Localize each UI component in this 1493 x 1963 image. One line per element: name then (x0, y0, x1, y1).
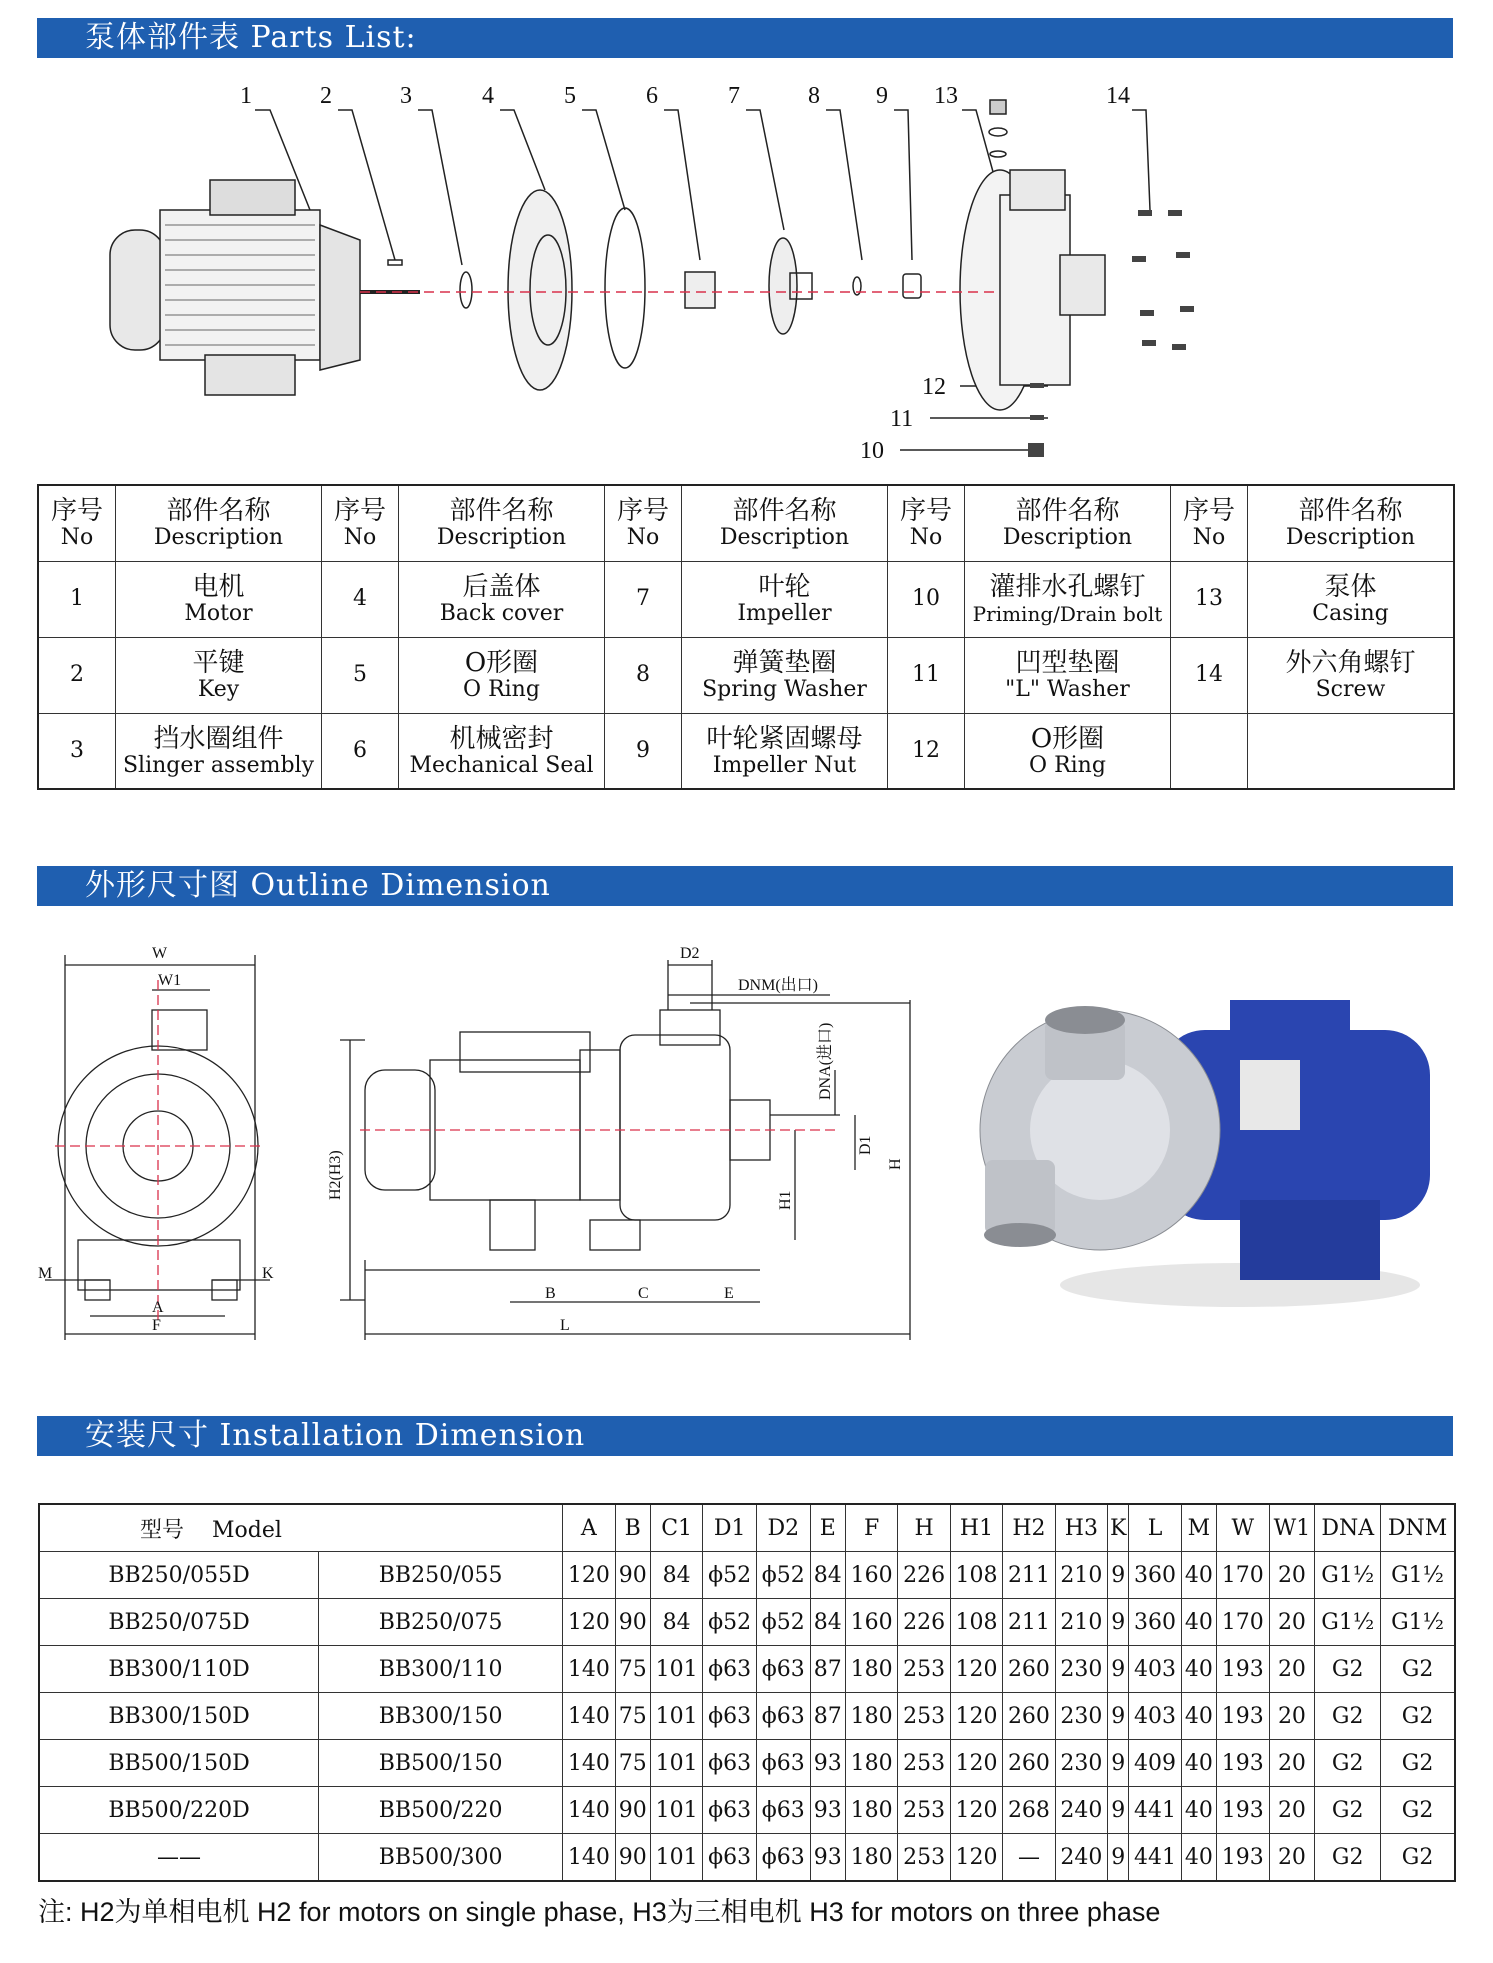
callout-14: 14 (1106, 83, 1130, 109)
table-row: BB500/220D BB500/220 140 90 101 ϕ63 ϕ63 93 180 253 120 268 240 9 441 40 193 20 G2 G2 (39, 1787, 1455, 1834)
label-F: F (152, 1317, 161, 1334)
parts-row: 2 平键 Key 5 O形圈 O Ring 8 弹簧垫圈 Spring Washer 11 凹型垫圈 "L" Washer 14 外六角螺钉 Screw (38, 637, 1454, 713)
callout-9: 9 (876, 83, 888, 109)
outline-dimension-drawings (0, 940, 1493, 1360)
callout-4: 4 (482, 83, 494, 109)
callout-12: 12 (922, 374, 946, 400)
label-L: L (560, 1317, 570, 1334)
installation-dimension-table (38, 1503, 1456, 1882)
callout-10: 10 (860, 438, 884, 464)
callout-3: 3 (400, 83, 412, 109)
label-H1: H1 (777, 1190, 794, 1210)
label-D2: D2 (680, 945, 700, 962)
label-W1: W1 (158, 972, 182, 989)
table-row: BB250/075D BB250/075 120 90 84 ϕ52 ϕ52 84 160 226 108 211 210 9 360 40 170 20 G1½ G1½ (39, 1599, 1455, 1646)
label-M: M (38, 1265, 53, 1282)
callout-5: 5 (564, 83, 576, 109)
label-DNA: DNA(进口) (817, 1022, 834, 1100)
table-row: BB300/150D BB300/150 140 75 101 ϕ63 ϕ63 87 180 253 120 260 230 9 403 40 193 20 G2 G2 (39, 1693, 1455, 1740)
label-H: H (887, 1158, 904, 1170)
table-row: BB300/110D BB300/110 140 75 101 ϕ63 ϕ63 87 180 253 120 260 230 9 403 40 193 20 G2 G2 (39, 1646, 1455, 1693)
callout-2: 2 (320, 83, 332, 109)
pump-photo (980, 1000, 1430, 1307)
installation-table-header: 型号 Model A B C1 D1 D2 E F H H1 H2 H3 K L M W W1 DNA DNM (39, 1504, 1455, 1552)
parts-row: 3 挡水圈组件 Slinger assembly 6 机械密封 Mechanical Seal 9 叶轮紧固螺母 Impeller Nut 12 O形圈 O Ring (38, 713, 1454, 789)
callout-11: 11 (890, 406, 914, 432)
callout-1: 1 (240, 83, 252, 109)
label-A: A (152, 1299, 164, 1316)
table-row: —— BB500/300 140 90 101 ϕ63 ϕ63 93 180 253 120 — 240 9 441 40 193 20 G2 G2 (39, 1834, 1455, 1882)
parts-table (37, 484, 1455, 790)
side-view (340, 960, 910, 1340)
parts-table-header: 序号 No 部件名称 Description 序号 No 部件名称 Description 序号 No 部件名称 Description 序号 No 部件名称 Description 序号 No 部件名称 Description (38, 485, 1454, 561)
callout-7: 7 (728, 83, 740, 109)
outline-dimension-header: 外形尺寸图 Outline Dimension (37, 866, 1453, 906)
label-K: K (262, 1265, 274, 1282)
label-B: B (545, 1285, 556, 1302)
parts-row: 1 电机 Motor 4 后盖体 Back cover 7 叶轮 Impeller 10 灌排水孔螺钉 Priming/Drain bolt 13 泵体 Casing (38, 561, 1454, 637)
parts-list-header: 泵体部件表 Parts List: (37, 18, 1453, 58)
label-H2H3: H2(H3) (327, 1150, 344, 1200)
installation-dimension-header: 安装尺寸 Installation Dimension (37, 1416, 1453, 1456)
label-C: C (638, 1285, 649, 1302)
callout-13: 13 (934, 83, 958, 109)
label-DNM: DNM(出口) (738, 977, 818, 994)
table-row: BB250/055D BB250/055 120 90 84 ϕ52 ϕ52 84 160 226 108 211 210 9 360 40 170 20 G1½ G1½ (39, 1552, 1455, 1599)
callout-8: 8 (808, 83, 820, 109)
table-row: BB500/150D BB500/150 140 75 101 ϕ63 ϕ63 93 180 253 120 260 230 9 409 40 193 20 G2 G2 (39, 1740, 1455, 1787)
label-D1: D1 (857, 1135, 874, 1155)
label-E: E (724, 1285, 734, 1302)
exploded-parts-diagram (0, 60, 1493, 470)
footnote: 注: H2为单相电机 H2 for motors on single phase, H3为三相电机 H3 for motors on three phase (38, 1897, 1161, 1927)
callout-6: 6 (646, 83, 658, 109)
label-W: W (152, 945, 168, 962)
